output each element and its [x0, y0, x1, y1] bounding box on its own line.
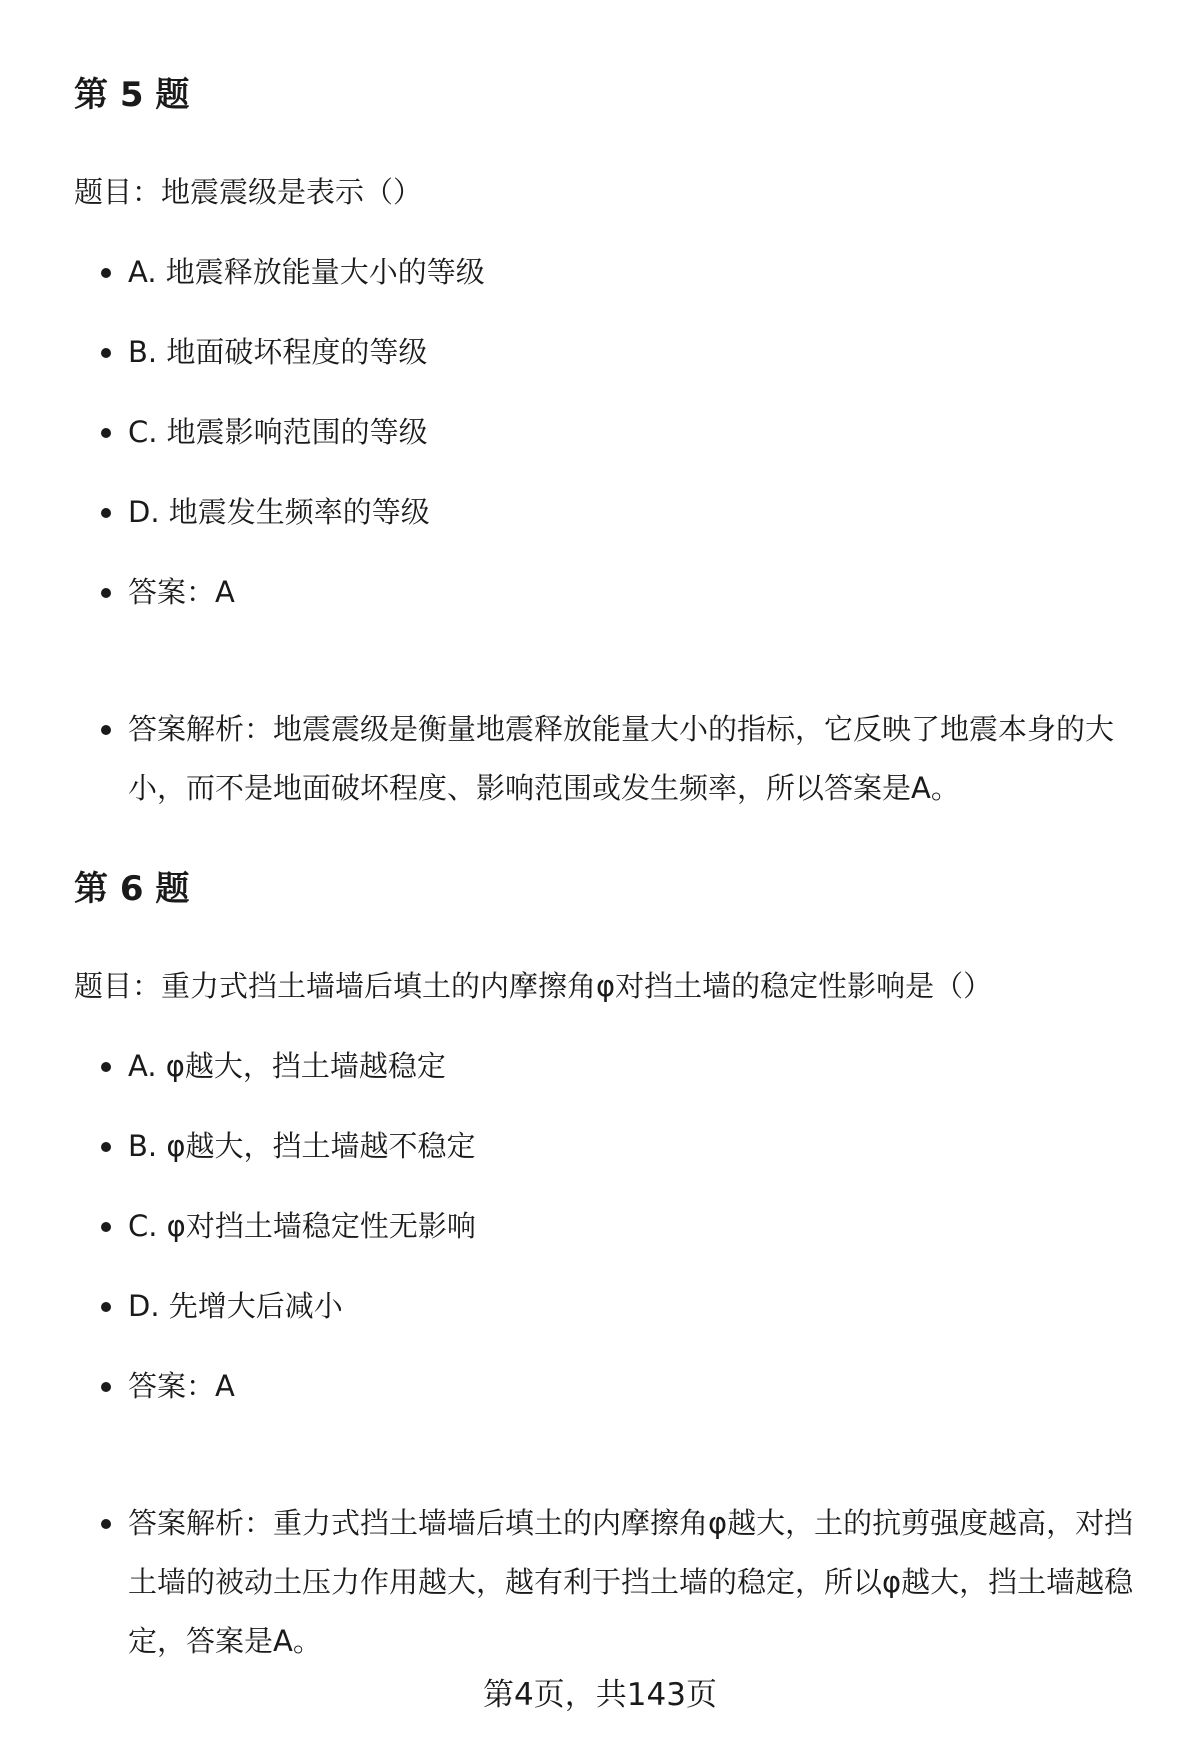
question-6-option-a	[128, 1049, 446, 1083]
bullet-icon	[101, 1302, 111, 1312]
option-text: A. φ越大，挡土墙越稳定	[128, 1049, 446, 1083]
bullet-icon	[101, 268, 111, 278]
bullet-icon	[101, 588, 111, 598]
question-6-stem: 题目：重力式挡土墙墙后填土的内摩擦角φ对挡土墙的稳定性影响是（）	[74, 969, 993, 1003]
question-6-option-d	[128, 1289, 343, 1323]
question-6-heading: 第 6 题	[74, 869, 190, 909]
question-6-option-b	[128, 1129, 476, 1163]
bullet-icon	[101, 1062, 111, 1072]
page-number-footer: 第4页，共143页	[483, 1677, 717, 1713]
bullet-icon	[101, 725, 111, 735]
question-6-explanation	[128, 1494, 1138, 1671]
answer-text: 答案：A	[128, 1369, 235, 1403]
bullet-icon	[101, 1382, 111, 1392]
question-5-option-c	[128, 415, 428, 449]
option-text: D. 地震发生频率的等级	[128, 495, 430, 529]
bullet-icon	[101, 348, 111, 358]
bullet-icon	[101, 428, 111, 438]
option-text: D. 先增大后减小	[128, 1289, 343, 1323]
option-text: B. φ越大，挡土墙越不稳定	[128, 1129, 476, 1163]
answer-text: 答案：A	[128, 575, 235, 609]
explanation-text: 答案解析：重力式挡土墙墙后填土的内摩擦角φ越大，土的抗剪强度越高，对挡土墙的被动土压力作用越大，越有利于挡土墙的稳定，所以φ越大，挡土墙越稳定，答案是A。	[128, 1506, 1134, 1658]
question-5-heading: 第 5 题	[74, 75, 190, 115]
bullet-icon	[101, 1519, 111, 1529]
question-5-stem: 题目：地震震级是表示（）	[74, 175, 423, 209]
bullet-icon	[101, 1142, 111, 1152]
question-5-explanation	[128, 700, 1138, 818]
question-5-option-a	[128, 255, 485, 289]
option-text: B. 地面破坏程度的等级	[128, 335, 428, 369]
explanation-text: 答案解析：地震震级是衡量地震释放能量大小的指标，它反映了地震本身的大小，而不是地面破坏程度、影响范围或发生频率，所以答案是A。	[128, 712, 1115, 805]
bullet-icon	[101, 508, 111, 518]
bullet-icon	[101, 1222, 111, 1232]
option-text: A. 地震释放能量大小的等级	[128, 255, 485, 289]
question-6-answer	[128, 1369, 235, 1403]
option-text: C. 地震影响范围的等级	[128, 415, 428, 449]
option-text: C. φ对挡土墙稳定性无影响	[128, 1209, 476, 1243]
question-6-option-c	[128, 1209, 476, 1243]
question-5-answer	[128, 575, 235, 609]
question-5-option-d	[128, 495, 430, 529]
question-5-option-b	[128, 335, 428, 369]
